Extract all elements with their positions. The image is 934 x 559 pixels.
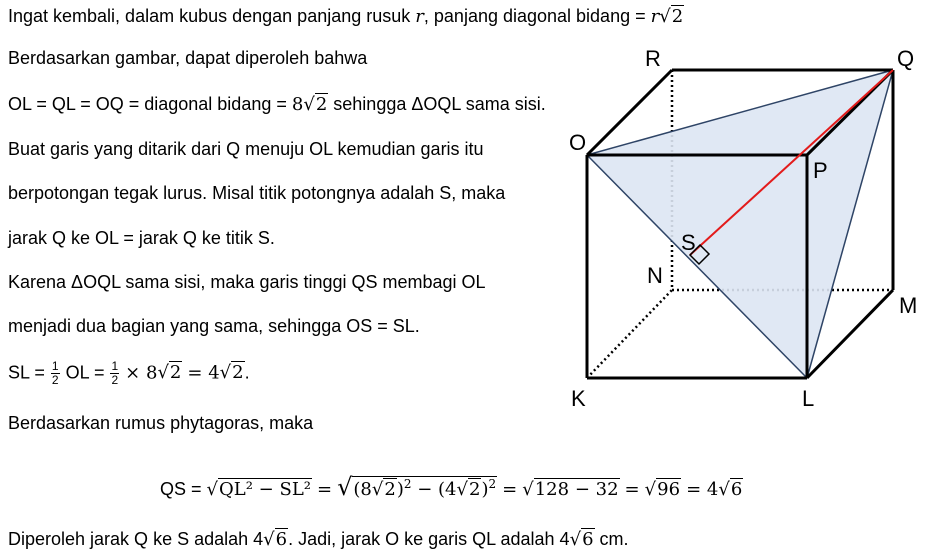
- formula-sqrt-4: √96: [644, 479, 681, 500]
- label-K: K: [571, 386, 586, 411]
- line9-text-b: OL =: [65, 362, 105, 383]
- text-line-12: Diperoleh jarak Q ke S adalah 4√6. Jadi, jarak O ke garis QL adalah 4√6 cm.: [8, 529, 629, 550]
- line1-math-r: r: [650, 6, 660, 27]
- formula-sqrt-5: √6: [718, 479, 743, 500]
- formula-sqrt-3: √128 − 32: [522, 479, 619, 500]
- text-line-2: Berdasarkan gambar, dapat diperoleh bahwa: [8, 48, 368, 68]
- text-line-10: Berdasarkan rumus phytagoras, maka: [8, 413, 314, 433]
- label-L: L: [802, 386, 815, 411]
- text-line-8: menjadi dua bagian yang sama, sehingga OS = SL.: [8, 316, 420, 336]
- line9-sqrt-a: √2: [157, 362, 182, 384]
- formula-sqrt-2: $√(8√2)^2 - (4√2)^2$: [337, 473, 497, 501]
- line12-sqrt-a: √6: [263, 529, 288, 550]
- pythagoras-formula: QS = $√QL^2 - SL^2 = √(8√2)^2 - (4√2)^2 = √128 - 32 = √96 = 4√6$: [160, 470, 743, 504]
- text-line-5: berpotongan tegak lurus. Misal titik potongnya adalah S, maka: [8, 183, 506, 203]
- line3-sqrt: √2: [303, 94, 328, 115]
- fraction-half-2: $\frac{1}{2}$: [111, 359, 119, 387]
- label-R: R: [645, 46, 661, 71]
- line9-times-8: × 8: [125, 362, 158, 384]
- text-line-4: Buat garis yang ditarik dari Q menuju OL kemudian garis itu: [8, 139, 484, 159]
- fraction-half-1: $\frac{1}{2}$: [51, 359, 59, 387]
- line3-text-a: OL = QL = OQ = diagonal bidang =: [8, 94, 287, 114]
- line3-coef: 8: [291, 94, 304, 115]
- formula-qs: QS =: [160, 479, 202, 499]
- label-P: P: [813, 158, 828, 183]
- label-N: N: [647, 263, 663, 288]
- label-O: O: [569, 130, 587, 155]
- line1-text-b: , panjang diagonal bidang =: [423, 6, 646, 26]
- line9-text-a: SL =: [8, 362, 45, 383]
- line12-sqrt-b: √6: [569, 529, 594, 550]
- line3-text-b: sehingga ΔOQL sama sisi.: [333, 94, 546, 114]
- line1-text-a: Ingat kembali, dalam kubus dengan panjang rusuk: [8, 6, 411, 26]
- text-line-7: Karena ΔOQL sama sisi, maka garis tinggi QS membagi OL: [8, 272, 486, 292]
- line9-sqrt-b: √2: [219, 362, 244, 384]
- label-M: M: [899, 293, 918, 318]
- line1-var-r: r: [415, 6, 424, 27]
- text-line-9: SL = $\frac{1}{2}$ OL = $\frac{1}{2}$ × 8√2 = 4√2.: [8, 359, 250, 387]
- line9-eq-4: = 4: [187, 362, 220, 384]
- edge-KN: [587, 290, 672, 378]
- label-Q: Q: [897, 46, 915, 71]
- label-S: S: [681, 230, 696, 255]
- line1-sqrt: √2: [659, 6, 684, 27]
- formula-sqrt-1: √QL² − SL²: [206, 479, 311, 500]
- text-line-6: jarak Q ke OL = jarak Q ke titik S.: [8, 228, 275, 248]
